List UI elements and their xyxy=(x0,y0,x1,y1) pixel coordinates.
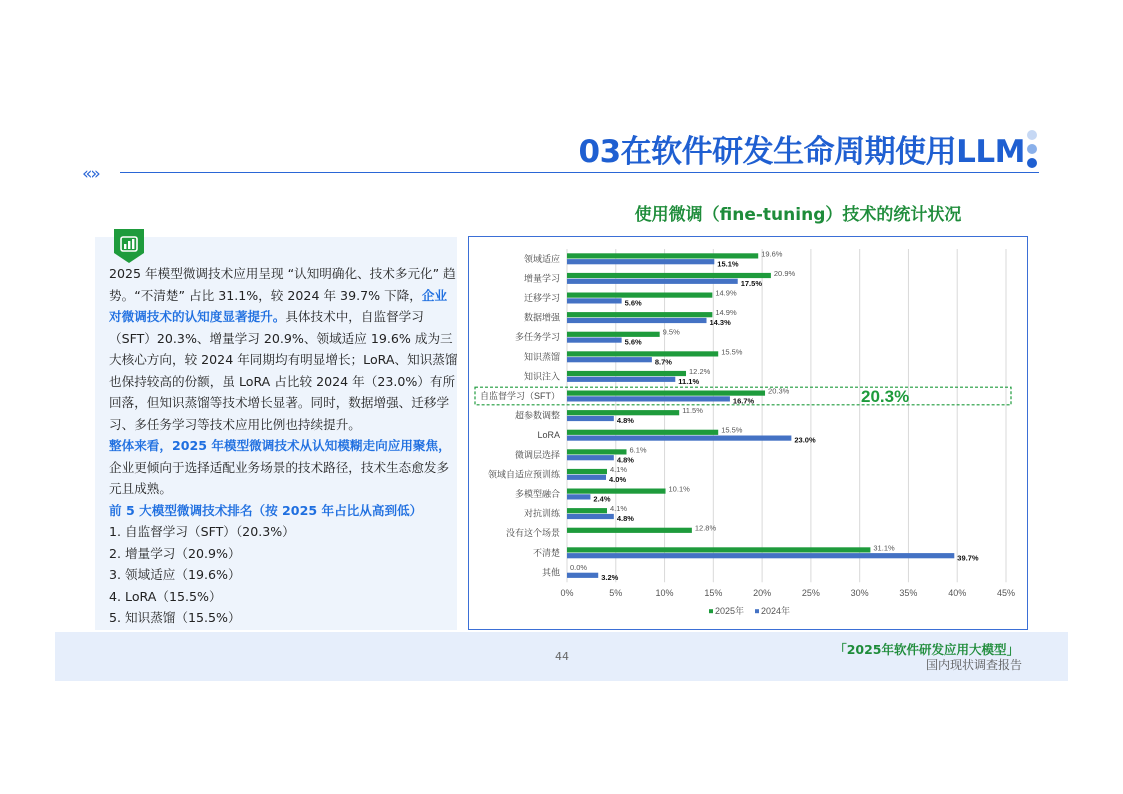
category-label: 对抗训练 xyxy=(523,508,560,519)
x-tick-label: 15% xyxy=(704,588,723,599)
ranking-item: 3. 领域适应（19.6%） xyxy=(109,567,241,582)
bar-2024 xyxy=(567,494,590,499)
bar-2024 xyxy=(567,514,614,519)
data-label-2025: 15.5% xyxy=(721,347,743,357)
bar-2024 xyxy=(567,553,954,558)
footer-subtitle: 国内现状调查报告 xyxy=(925,658,1022,672)
chart-frame xyxy=(468,236,1028,630)
bar-2024 xyxy=(567,396,730,401)
data-label-2024: 4.8% xyxy=(616,416,634,426)
bar-2024 xyxy=(567,455,614,460)
footer-brand: 「2025年软件研发应用大模型」 xyxy=(834,642,1019,657)
x-tick-label: 30% xyxy=(850,588,869,599)
data-label-2024: 8.7% xyxy=(654,357,672,367)
bar-2024 xyxy=(567,298,622,303)
legend-label: 2024年 xyxy=(761,606,791,617)
data-label-2025: 4.1% xyxy=(609,464,628,474)
data-label-2024: 5.6% xyxy=(624,337,642,347)
category-label: 知识注入 xyxy=(523,371,560,382)
bar-2025 xyxy=(567,312,712,317)
title-dots-decoration xyxy=(1027,130,1039,170)
data-label-2025: 20.3% xyxy=(768,386,790,396)
bar-2024 xyxy=(567,436,791,441)
summary-paragraph-1: 2025 年模型微调技术应用呈现 “认知明确化、技术多元化” 趋势。“不清楚” 占比 31.1%，较 2024 年 39.7% 下降，企业对微调技术的认知度显著提升。具体技术中，自监督学习（SFT）20.3%、增量学习 20.9%、领域适应 19.6% 成为三大核心方向，较 2024 年同期均有明显增长；LoRA、知识蒸馏也保持较高的份额，虽 LoRA 占比较 2024 年（23.0%）有所回落，但知识蒸馏等技术增长显著。同时，数据增强、迁移学习、多任务学习等技术应用比例也持续提升。 xyxy=(109,266,458,432)
category-label: 领域适应 xyxy=(523,253,560,264)
data-label-2025: 4.1% xyxy=(609,504,628,514)
summary-text xyxy=(109,263,459,629)
data-label-2025: 31.1% xyxy=(873,543,895,553)
x-tick-label: 35% xyxy=(899,588,918,599)
category-label: 领域自适应预训练 xyxy=(487,469,560,480)
x-tick-label: 40% xyxy=(948,588,967,599)
category-label: 数据增强 xyxy=(523,312,560,323)
bar-2024 xyxy=(567,377,675,382)
bar-2024 xyxy=(567,573,598,578)
data-label-2025: 12.8% xyxy=(694,523,717,533)
x-tick-label: 5% xyxy=(609,588,623,599)
ranking-title: 前 5 大模型微调技术排名（按 2025 年占比从高到低） xyxy=(109,502,423,518)
category-label: 超参数调整 xyxy=(514,410,560,421)
category-label: 迁移学习 xyxy=(523,293,560,303)
bar-2024 xyxy=(567,416,614,421)
bar-2025 xyxy=(567,273,771,278)
data-label-2025: 0.0% xyxy=(570,562,588,572)
page-number: 44 xyxy=(555,650,569,663)
bar-2024 xyxy=(567,475,606,480)
data-label-2024: 39.7% xyxy=(957,553,979,563)
data-label-2024: 14.3% xyxy=(709,318,731,328)
ranking-item: 4. LoRA（15.5%） xyxy=(109,588,222,604)
bar-2024 xyxy=(567,279,738,284)
bar-2025 xyxy=(567,371,686,376)
data-label-2024: 3.2% xyxy=(601,572,619,582)
data-label-2024: 4.8% xyxy=(616,455,634,465)
data-label-2024: 15.1% xyxy=(717,259,739,269)
bar-2025 xyxy=(567,508,607,513)
bar-2025 xyxy=(567,391,765,396)
summary-paragraph-2: 整体来看，2025 年模型微调技术从认知模糊走向应用聚焦，企业更倾向于选择适配业务场景的技术路径，技术生态愈发多元且成熟。 xyxy=(109,438,451,496)
bar-2025 xyxy=(567,547,870,552)
bar-2025 xyxy=(567,293,712,298)
legend-swatch xyxy=(755,609,759,613)
category-label: LoRA xyxy=(537,430,560,441)
ranking-item: 5. 知识蒸馏（15.5%） xyxy=(109,610,241,625)
bar-2025 xyxy=(567,489,666,494)
data-label-2025: 15.5% xyxy=(721,425,743,435)
ranking-item: 2. 增量学习（20.9%） xyxy=(109,545,241,561)
data-label-2024: 2.4% xyxy=(593,494,611,504)
data-label-2024: 5.6% xyxy=(624,298,642,308)
title-divider xyxy=(120,172,1039,173)
category-label: 增量学习 xyxy=(523,273,560,284)
bar-2025 xyxy=(567,469,607,474)
data-label-2025: 6.1% xyxy=(629,445,647,455)
category-label: 自监督学习（SFT） xyxy=(480,391,560,401)
data-label-2024: 4.8% xyxy=(616,514,634,524)
bar-2025 xyxy=(567,332,660,337)
category-label: 没有这个场景 xyxy=(505,528,560,539)
category-label: 微调层选择 xyxy=(514,449,560,460)
bar-2025 xyxy=(567,253,758,258)
category-label: 多任务学习 xyxy=(514,332,560,343)
chevron-icon: «» xyxy=(82,164,99,184)
x-tick-label: 0% xyxy=(560,588,574,599)
ranking-item: 1. 自监督学习（SFT）（20.3%） xyxy=(109,524,295,539)
chart-title: 使用微调（fine-tuning）技术的统计状况 xyxy=(634,205,962,225)
data-label-2025: 12.2% xyxy=(689,366,711,376)
data-label-2025: 19.6% xyxy=(761,249,783,259)
page-title: 03在软件研发生命周期使用LLM xyxy=(578,134,1025,170)
bar-2024 xyxy=(567,338,622,343)
category-label: 其他 xyxy=(541,567,560,578)
highlight-label: 20.3% xyxy=(861,387,910,406)
bar-2024 xyxy=(567,357,652,362)
legend-swatch xyxy=(709,609,713,613)
data-label-2025: 11.5% xyxy=(682,406,703,416)
bar-chart-badge-icon xyxy=(114,229,144,263)
data-label-2025: 20.9% xyxy=(773,268,796,278)
legend-label: 2025年 xyxy=(715,606,745,617)
bar-2025 xyxy=(567,449,627,454)
bar-2025 xyxy=(567,528,692,533)
x-tick-label: 25% xyxy=(801,588,820,599)
data-label-2024: 23.0% xyxy=(794,435,816,445)
data-label-2024: 17.5% xyxy=(740,278,763,288)
category-label: 知识蒸馏 xyxy=(523,351,560,362)
data-label-2024: 11.1% xyxy=(678,376,700,386)
bar-2025 xyxy=(567,430,718,435)
bar-2024 xyxy=(567,318,707,323)
data-label-2025: 14.9% xyxy=(715,308,737,318)
bar-chart xyxy=(469,237,1027,629)
x-tick-label: 45% xyxy=(996,588,1016,599)
bar-2025 xyxy=(567,351,718,356)
data-label-2025: 9.5% xyxy=(662,327,680,337)
bar-2025 xyxy=(567,410,679,415)
category-label: 不清楚 xyxy=(532,547,560,558)
bar-2024 xyxy=(567,259,714,264)
data-label-2025: 14.9% xyxy=(715,288,737,298)
data-label-2024: 16.7% xyxy=(732,396,755,406)
data-label-2025: 10.1% xyxy=(668,484,690,494)
data-label-2024: 4.0% xyxy=(609,474,627,484)
category-label: 多模型融合 xyxy=(514,489,560,499)
x-tick-label: 10% xyxy=(655,588,674,599)
x-tick-label: 20% xyxy=(753,588,772,599)
